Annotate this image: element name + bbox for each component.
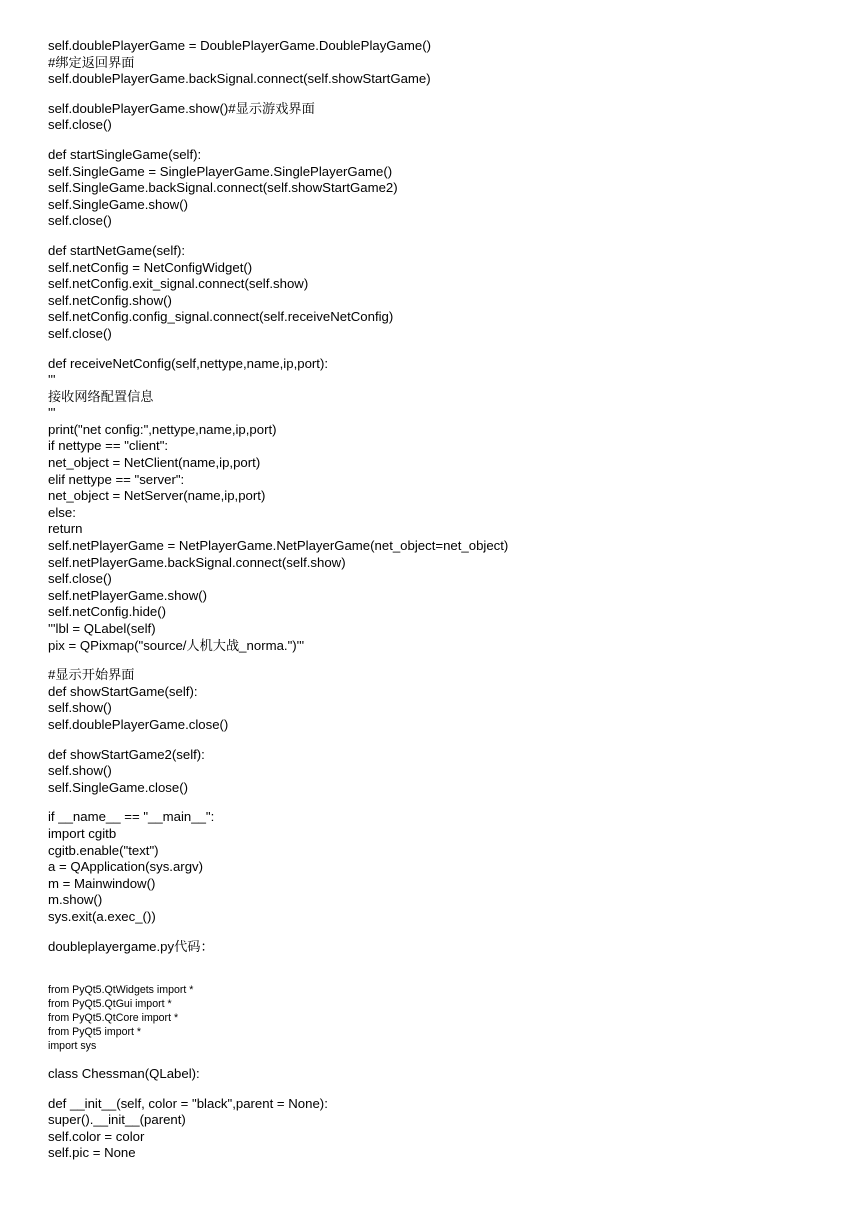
code-block-class-chessman <box>48 1066 848 1083</box>
code-line: self.close() <box>48 117 112 133</box>
code-line: m.show() <box>48 892 103 908</box>
code-line: from PyQt5.QtCore import * <box>48 1012 179 1025</box>
code-line: import cgitb <box>48 825 117 841</box>
code-line: self.show() <box>48 763 112 779</box>
code-line: def showStartGame2(self): <box>48 746 205 762</box>
code-line: return <box>48 521 83 537</box>
code-comment: #绑定返回界面 <box>48 54 135 70</box>
code-line: pix = QPixmap("source/人机大战_norma.")''' <box>48 637 305 653</box>
code-line: self.netConfig.config_signal.connect(self.receiveNetConfig) <box>48 309 394 325</box>
code-line: else: <box>48 504 76 520</box>
code-line: self.netConfig.hide() <box>48 604 167 620</box>
code-line: self.color = color <box>48 1128 145 1144</box>
code-line: self.close() <box>48 571 112 587</box>
code-block-main <box>48 809 848 925</box>
section-heading <box>48 939 848 956</box>
code-line: import sys <box>48 1040 97 1053</box>
code-block-show-start-game2 <box>48 747 848 797</box>
code-line: self.netConfig.exit_signal.connect(self.show) <box>48 276 309 292</box>
code-line: cgitb.enable("text") <box>48 842 159 858</box>
code-comment: #显示开始界面 <box>48 667 135 683</box>
code-line: self.netConfig = NetConfigWidget() <box>48 259 253 275</box>
code-line: self.netConfig.show() <box>48 292 172 308</box>
code-line: def __init__(self, color = "black",parent = None): <box>48 1095 328 1111</box>
code-line: self.netPlayerGame = NetPlayerGame.NetPlayerGame(net_object=net_object) <box>48 538 509 554</box>
code-block-show-start-game <box>48 667 848 733</box>
code-line: self.doublePlayerGame = DoublePlayerGame.DoublePlayGame() <box>48 38 431 53</box>
code-line: self.netPlayerGame.backSignal.connect(self.show) <box>48 554 346 570</box>
code-line: self.SingleGame.show() <box>48 196 188 212</box>
code-line: self.SingleGame = SinglePlayerGame.SinglePlayerGame() <box>48 163 393 179</box>
code-line: ''' <box>48 372 56 388</box>
code-line: def startNetGame(self): <box>48 242 186 258</box>
code-line: self.pic = None <box>48 1145 136 1161</box>
document-page <box>48 38 848 1162</box>
code-line: print("net config:",nettype,name,ip,port) <box>48 421 277 437</box>
code-block-start-net-game <box>48 243 848 343</box>
section-heading-text: doubleplayergame.py代码： <box>48 938 214 954</box>
code-line: self.doublePlayerGame.show()#显示游戏界面 <box>48 100 315 116</box>
code-line: super().__init__(parent) <box>48 1112 186 1128</box>
code-line: net_object = NetServer(name,ip,port) <box>48 488 266 504</box>
code-line: m = Mainwindow() <box>48 875 156 891</box>
code-line: self.doublePlayerGame.backSignal.connect(self.showStartGame) <box>48 71 431 87</box>
code-line: elif nettype == "server": <box>48 471 185 487</box>
code-line: from PyQt5.QtWidgets import * <box>48 984 194 997</box>
code-line: ''' <box>48 405 56 421</box>
code-block-double-player-setup <box>48 38 848 88</box>
code-block-init <box>48 1096 848 1162</box>
code-line: from PyQt5.QtGui import * <box>48 998 172 1011</box>
code-line: net_object = NetClient(name,ip,port) <box>48 455 261 471</box>
code-line: self.show() <box>48 700 112 716</box>
code-line: sys.exit(a.exec_()) <box>48 908 156 924</box>
code-block-receive-net-config <box>48 356 848 655</box>
code-line: if nettype == "client": <box>48 438 169 454</box>
code-line: def startSingleGame(self): <box>48 146 202 162</box>
code-line: self.close() <box>48 325 112 341</box>
code-line: if __name__ == "__main__": <box>48 809 215 825</box>
code-line: self.SingleGame.backSignal.connect(self.showStartGame2) <box>48 180 398 196</box>
code-line: self.SingleGame.close() <box>48 779 188 795</box>
code-line: self.netPlayerGame.show() <box>48 587 208 603</box>
code-line: def showStartGame(self): <box>48 683 198 699</box>
code-line: '''lbl = QLabel(self) <box>48 621 156 636</box>
code-block-imports <box>48 983 848 1053</box>
code-block-show-game <box>48 101 848 134</box>
code-line: self.close() <box>48 213 112 229</box>
code-block-start-single-game <box>48 147 848 230</box>
code-line: def receiveNetConfig(self,nettype,name,ip,port): <box>48 355 329 371</box>
code-line: self.doublePlayerGame.close() <box>48 716 229 732</box>
code-line: class Chessman(QLabel): <box>48 1066 200 1082</box>
code-line: from PyQt5 import * <box>48 1026 142 1039</box>
code-docstring: 接收网络配置信息 <box>48 388 154 404</box>
code-line: a = QApplication(sys.argv) <box>48 859 204 875</box>
